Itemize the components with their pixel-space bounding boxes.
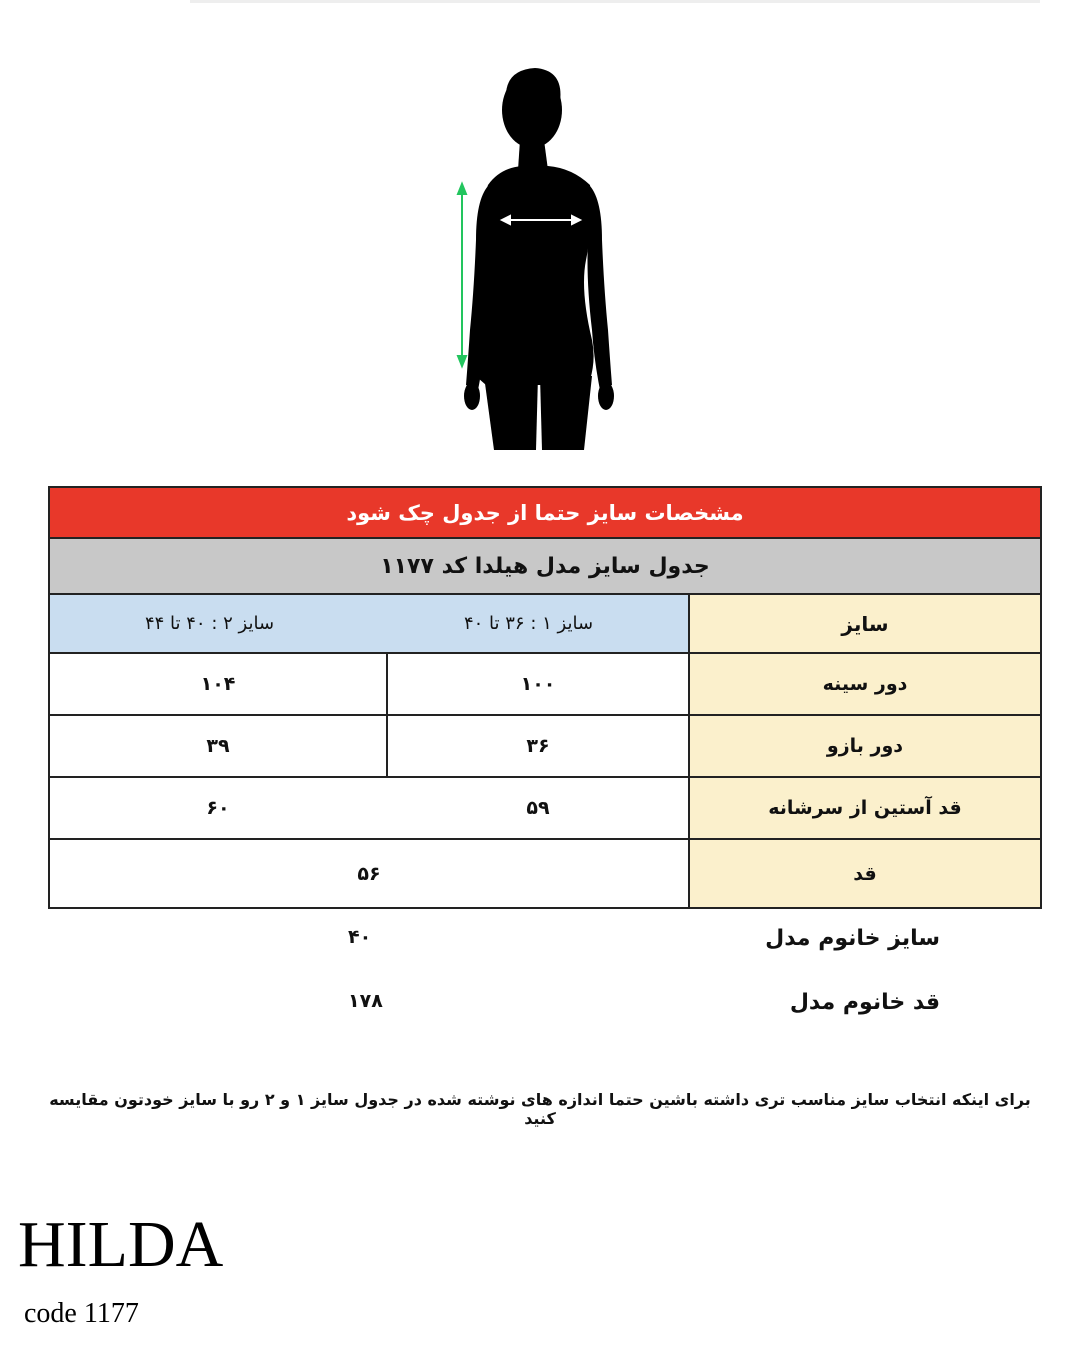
row-label-sleeve: قد آستین از سرشانه: [689, 777, 1041, 839]
model-height-value: ۱۷۸: [348, 990, 383, 1012]
arm-size-1: ۳۶: [387, 715, 689, 777]
silhouette-svg: [440, 60, 640, 460]
chest-size-2: ۱۰۴: [49, 653, 387, 715]
size-warning-banner: مشخصات سایز حتما از جدول چک شود: [49, 487, 1041, 538]
model-height-row: [48, 990, 1040, 1040]
brand-name: HILDA: [18, 1208, 224, 1281]
row-label-length: قد: [689, 839, 1041, 908]
sleeve-size-2: ۶۰: [49, 777, 387, 839]
length-value: ۵۶: [49, 839, 689, 908]
size-2-header: سایز ۲ : ۴۰ تا ۴۴: [144, 613, 275, 634]
table-row: [49, 839, 1041, 908]
arm-size-2: ۳۹: [49, 715, 387, 777]
size-chart-table: [48, 486, 1042, 909]
size-1-header: سایز ۱ : ۳۶ تا ۴۰: [463, 613, 594, 634]
body-silhouette-figure: [440, 60, 640, 460]
row-label-chest: دور سینه: [689, 653, 1041, 715]
table-title: جدول سایز مدل هیلدا کد ۱۱۷۷: [49, 538, 1041, 594]
row-label-arm: دور بازو: [689, 715, 1041, 777]
size-header-row: [49, 594, 1041, 653]
size-advice-note: برای اینکه انتخاب سایز مناسب تری داشته باشین حتما اندازه های نوشته شده در جدول سایز ۱ و ۲ رو با سایز خودتون مقایسه کنید: [49, 1090, 1031, 1128]
model-height-label: قد خانوم مدل: [789, 990, 940, 1015]
warning-row: [49, 487, 1041, 538]
model-size-value: ۴۰: [348, 926, 372, 948]
table-row: [49, 777, 1041, 839]
chest-size-1: ۱۰۰: [387, 653, 689, 715]
product-code: code 1177: [24, 1298, 139, 1329]
top-divider: [190, 0, 1040, 3]
title-row: [49, 538, 1041, 594]
table-row: [49, 653, 1041, 715]
table-row: [49, 715, 1041, 777]
size-columns-header: [49, 594, 689, 653]
model-size-row: [48, 926, 1040, 976]
model-size-label: سایز خانوم مدل: [765, 926, 940, 951]
sleeve-size-1: ۵۹: [387, 777, 689, 839]
size-header-label: سایز: [689, 594, 1041, 653]
